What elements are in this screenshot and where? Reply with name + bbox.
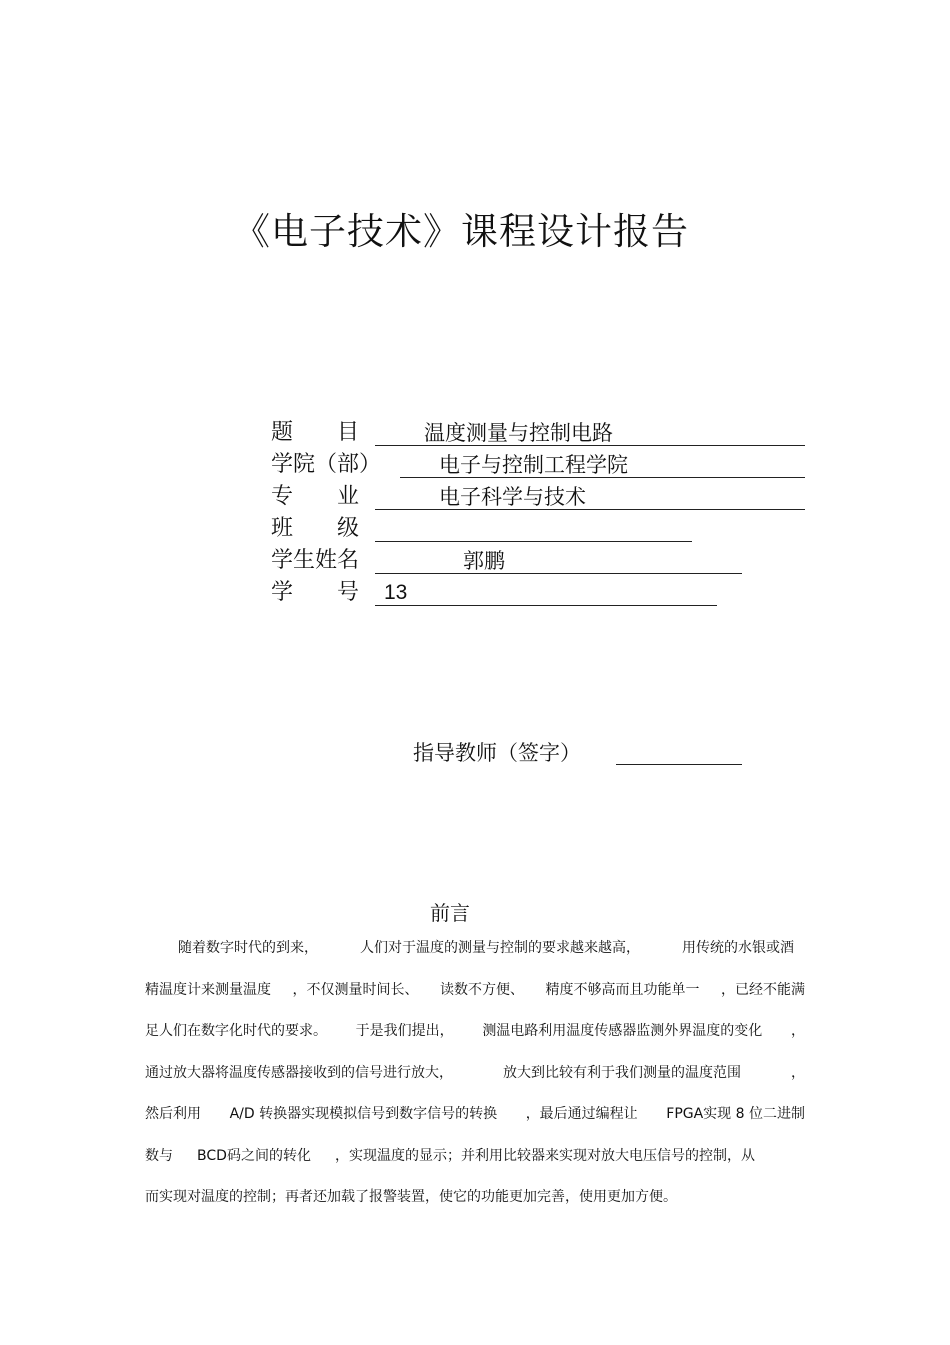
preface-segment: 精度不够高而且功能单一 <box>545 982 700 998</box>
preface-segment: 人们对于温度的测量与控制的要求越来越高， <box>360 940 640 956</box>
field-label-topic: 题 目 <box>271 420 360 445</box>
preface-segment: 而实现对温度的控制；再者还加载了报警装置，使它的功能更加完善，使用更加方便。 <box>145 1189 677 1205</box>
preface-line <box>145 1146 755 1166</box>
preface-line <box>145 1063 805 1083</box>
preface-line <box>145 980 805 1000</box>
preface-segment: ，已经不能满 <box>721 982 805 998</box>
field-value-major: 电子科学与技术 <box>439 485 586 509</box>
preface-segment: 放大到比较有利于我们测量的温度范围 <box>503 1065 741 1081</box>
preface-segment: ，不仅测量时间长、 <box>292 982 419 998</box>
preface-line <box>145 1021 805 1041</box>
preface-line <box>145 1187 805 1207</box>
field-label-major: 专 业 <box>271 484 360 509</box>
preface-segment: FPGA实现 8 位二进制 <box>666 1106 805 1122</box>
preface-segment: ， <box>790 1023 805 1039</box>
preface-line <box>178 938 794 958</box>
preface-segment: 数与 <box>145 1148 173 1164</box>
preface-line <box>145 1104 805 1124</box>
preface-segment: 足人们在数字化时代的要求。 <box>145 1023 327 1039</box>
preface-segment: 然后利用 <box>145 1106 201 1122</box>
preface-segment: 于是我们提出， <box>355 1023 454 1039</box>
field-label-class: 班 级 <box>271 516 360 541</box>
preface-segment: ， <box>791 1065 805 1081</box>
field-value-student-id: 13 <box>384 581 408 604</box>
preface-segment: A/D 转换器实现模拟信号到数字信号的转换 <box>229 1106 498 1122</box>
field-underline-student-name <box>375 573 742 574</box>
preface-segment: 精温度计来测量温度 <box>145 982 271 998</box>
preface-segment: 用传统的水银或酒 <box>682 940 794 956</box>
field-label-student-name: 学生姓名 <box>271 548 360 573</box>
preface-heading: 前言 <box>430 901 470 925</box>
teacher-signature-label: 指导教师（签字） <box>413 741 581 765</box>
report-title: 《电子技术》课程设计报告 <box>233 210 689 253</box>
preface-segment: 随着数字时代的到来， <box>178 940 318 956</box>
field-value-topic: 温度测量与控制电路 <box>424 421 613 445</box>
preface-segment: ，实现温度的显示；并利用比较器来实现对放大电压信号的控制，从 <box>334 1148 755 1164</box>
teacher-signature-line <box>616 764 742 765</box>
preface-segment: 通过放大器将温度传感器接收到的信号进行放大， <box>145 1065 453 1081</box>
field-label-college: 学院（部） <box>271 452 382 477</box>
preface-segment: BCD码之间的转化 <box>197 1148 311 1164</box>
preface-segment: ，最后通过编程让 <box>525 1106 638 1122</box>
field-label-student-id: 学 号 <box>271 580 360 605</box>
field-underline-class <box>375 541 692 542</box>
preface-segment: 读数不方便、 <box>440 982 524 998</box>
field-underline-student-id <box>375 605 717 606</box>
field-value-college: 电子与控制工程学院 <box>439 453 628 477</box>
field-value-student-name: 郭鹏 <box>463 549 505 573</box>
preface-segment: 测温电路利用温度传感器监测外界温度的变化 <box>482 1023 763 1039</box>
